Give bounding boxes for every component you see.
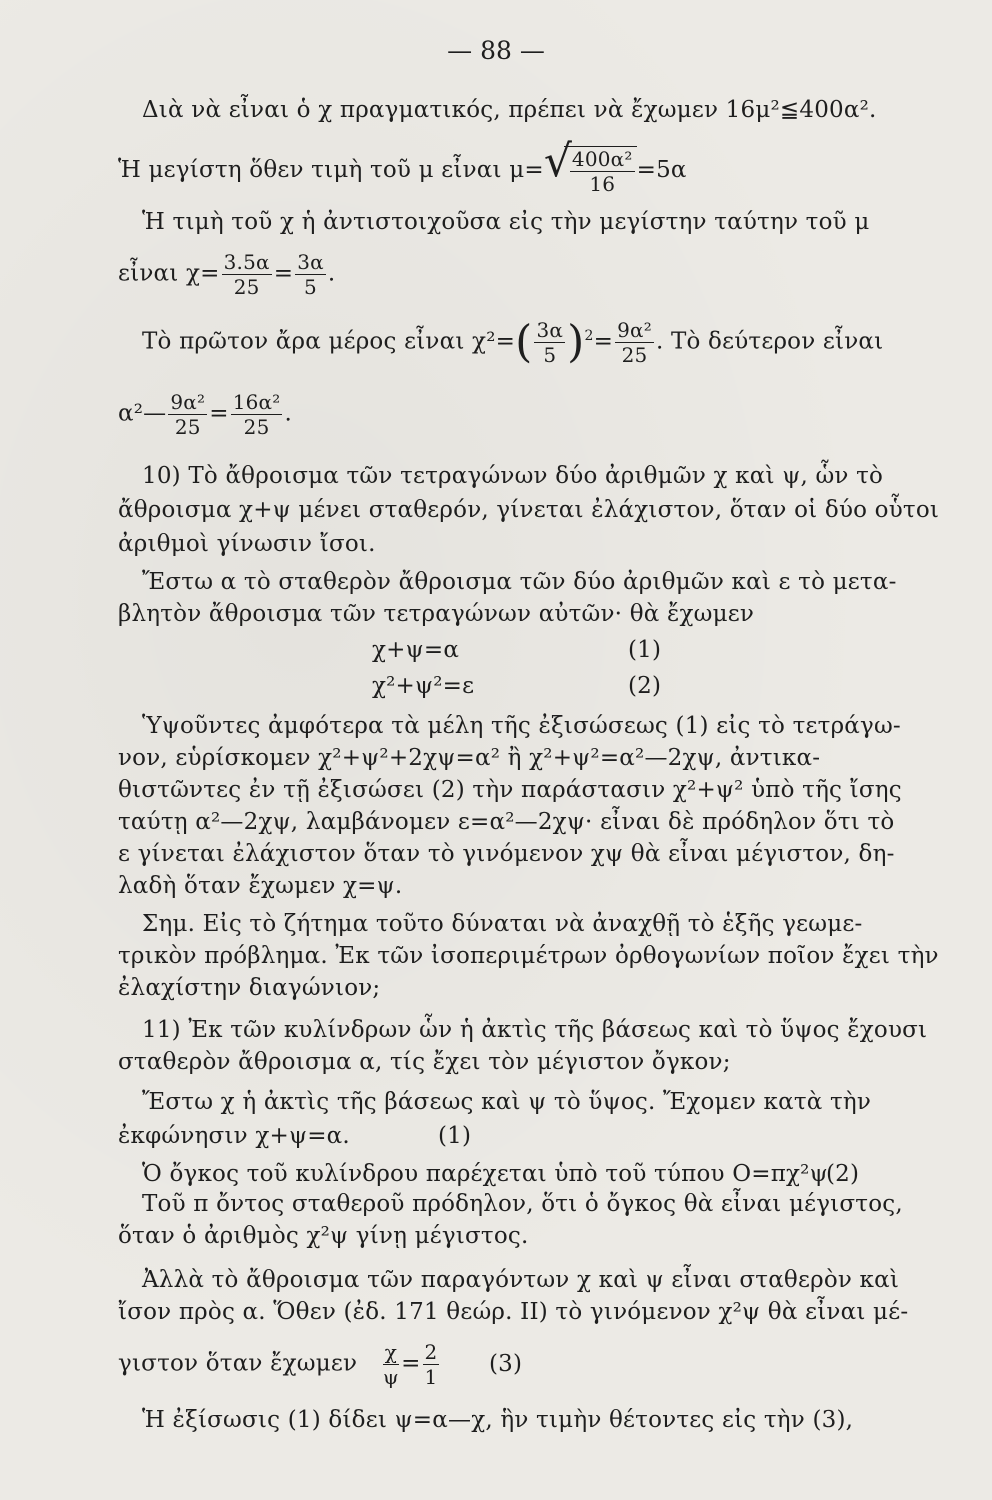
fraction-8-num: 2 bbox=[424, 1340, 438, 1364]
fraction-7-num: χ bbox=[384, 1340, 398, 1364]
paragraph-11-line-8: Ἀλλὰ τὸ ἄθροισμα τῶν παραγόντων χ καὶ ψ εἶναι σταθερὸν καὶ bbox=[142, 1267, 900, 1293]
paragraph-10-line-1: 10) Τὸ ἄθροισμα τῶν τετραγώνων δύο ἀριθμῶν χ καὶ ψ, ὧν τὸ bbox=[142, 463, 884, 489]
fraction-2 bbox=[295, 250, 326, 299]
fraction-2-den: 5 bbox=[304, 275, 317, 299]
paragraph-11-line-5-tag: (2) bbox=[826, 1161, 860, 1187]
paragraph-11-line-2: σταθερὸν ἄθροισμα α, τίς ἔχει τὸν μέγιστον ὄγκον; bbox=[118, 1049, 731, 1075]
text-line-2-pre: Ἡ μεγίστη ὅθεν τιμὴ τοῦ μ εἶναι μ= bbox=[118, 157, 544, 183]
fraction-8-den: 1 bbox=[424, 1365, 438, 1389]
fraction-5-num: 9α² bbox=[170, 390, 206, 414]
fraction-3-num: 3α bbox=[536, 318, 564, 342]
note-line-2: τρικὸν πρόβλημα. Ἐκ τῶν ἰσοπεριμέτρων ὀρθογωνίων ποῖον ἔχει τὴν bbox=[118, 943, 939, 969]
fraction-7 bbox=[383, 1340, 399, 1389]
paragraph-10-line-6: Ὑψοῦντες ἀμφότερα τὰ μέλη τῆς ἐξισώσεως (1) εἰς τὸ τετράγω- bbox=[142, 713, 901, 739]
fraction-1-den: 25 bbox=[233, 275, 260, 299]
fraction-3 bbox=[534, 318, 565, 367]
paragraph-10-line-3: ἀριθμοὶ γίνωσιν ἴσοι. bbox=[118, 531, 376, 557]
equals-sign: = bbox=[273, 260, 294, 287]
fraction-1-num: 3.5α bbox=[223, 250, 270, 274]
fraction-6 bbox=[231, 390, 283, 439]
fraction-1 bbox=[222, 250, 272, 299]
equals-sign: = bbox=[593, 328, 614, 355]
text-line-6-post: . bbox=[284, 400, 292, 427]
text-line-5-pre: Τὸ πρῶτον ἄρα μέρος εἶναι χ²= bbox=[142, 328, 516, 355]
text-line-4-post: . bbox=[327, 260, 336, 287]
paragraph-10-line-5: βλητὸν ἄθροισμα τῶν τετραγώνων αὐτῶν· θὰ ἔχωμεν bbox=[118, 601, 755, 627]
paragraph-11-line-10-pre: γιστον ὅταν ἔχωμεν bbox=[118, 1350, 358, 1377]
page-number: — 88 — bbox=[447, 36, 545, 65]
paragraph-11-line-1: 11) Ἐκ τῶν κυλίνδρων ὧν ἡ ἀκτὶς τῆς βάσεως καὶ τὸ ὕψος ἔχουσι bbox=[142, 1017, 928, 1043]
text-line-5-post: . Τὸ δεύτερον εἶναι bbox=[655, 328, 884, 355]
paragraph-11-line-4: ἐκφώνησιν χ+ψ=α. bbox=[118, 1123, 350, 1149]
fraction-4 bbox=[615, 318, 654, 367]
text-line-4 bbox=[118, 250, 335, 299]
text-line-1: Διὰ νὰ εἶναι ὁ χ πραγματικός, πρέπει νὰ ἔχωμεν 16μ²≦400α². bbox=[142, 97, 877, 123]
fraction-3-den: 5 bbox=[543, 343, 557, 367]
text-line-5 bbox=[142, 318, 883, 367]
square-exponent: 2 bbox=[584, 327, 594, 344]
text-line-2-post: =5α bbox=[636, 157, 687, 183]
fraction-8 bbox=[423, 1340, 440, 1389]
paragraph-10-line-11: λαδὴ ὅταν ἔχωμεν χ=ψ. bbox=[118, 873, 403, 899]
text-line-6-pre: α²— bbox=[118, 400, 167, 427]
paragraph-10-line-4: Ἔστω α τὸ σταθερὸν ἄθροισμα τῶν δύο ἀριθμῶν καὶ ε τὸ μετα- bbox=[142, 569, 897, 595]
right-paren-icon: ) bbox=[567, 316, 585, 368]
equation-2: χ²+ψ²=ε bbox=[372, 673, 475, 699]
equation-2-tag: (2) bbox=[628, 673, 662, 699]
fraction-6-den: 25 bbox=[243, 415, 270, 439]
paragraph-10-line-2: ἄθροισμα χ+ψ μένει σταθερόν, γίνεται ἐλάχιστον, ὅταν οἱ δύο οὗτοι bbox=[118, 497, 940, 523]
note-line-1: Σημ. Εἰς τὸ ζήτημα τοῦτο δύναται νὰ ἀναχθῇ τὸ ἑξῆς γεωμε- bbox=[142, 911, 863, 937]
paragraph-11-line-10 bbox=[118, 1340, 522, 1389]
fraction-5 bbox=[168, 390, 207, 439]
equation-1-tag: (1) bbox=[628, 637, 662, 663]
text-line-4-pre: εἶναι χ= bbox=[118, 260, 220, 287]
equals-sign: = bbox=[401, 1350, 421, 1377]
paragraph-10-line-9: ταύτῃ α²—2χψ, λαμβάνομεν ε=α²—2χψ· εἶναι δὲ πρόδηλον ὅτι τὸ bbox=[118, 809, 895, 835]
fraction-6-num: 16α² bbox=[232, 390, 281, 414]
equals-sign: = bbox=[209, 400, 229, 427]
paragraph-10-line-7: νον, εὑρίσκομεν χ²+ψ²+2χψ=α² ἢ χ²+ψ²=α²—2χψ, ἀντικα- bbox=[118, 745, 821, 771]
text-line-6 bbox=[118, 390, 292, 439]
paragraph-11-line-6: Τοῦ π ὄντος σταθεροῦ πρόδηλον, ὅτι ὁ ὄγκος θὰ εἶναι μέγιστος, bbox=[142, 1191, 903, 1217]
text-line-3: Ἡ τιμὴ τοῦ χ ἡ ἀντιστοιχοῦσα εἰς τὴν μεγίστην ταύτην τοῦ μ bbox=[142, 209, 870, 235]
sqrt-numerator: 400α² bbox=[571, 147, 633, 171]
equation-3-tag: (3) bbox=[489, 1350, 523, 1377]
paragraph-11-line-7: ὅταν ὁ ἀριθμὸς χ²ψ γίνῃ μέγιστος. bbox=[118, 1223, 529, 1249]
paragraph-10-line-8: θιστῶντες ἐν τῇ ἐξισώσει (2) τὴν παράστασιν χ²+ψ² ὑπὸ τῆς ἴσης bbox=[118, 777, 902, 803]
fraction-2-num: 3α bbox=[297, 250, 324, 274]
note-line-3: ἐλαχίστην διαγώνιον; bbox=[118, 975, 381, 1001]
fraction-7-den: ψ bbox=[382, 1365, 399, 1389]
paragraph-11-line-3: Ἔστω χ ἡ ἀκτὶς τῆς βάσεως καὶ ψ τὸ ὕψος. Ἔχομεν κατὰ τὴν bbox=[142, 1089, 872, 1115]
square-root bbox=[543, 136, 637, 196]
paragraph-11-line-4-tag: (1) bbox=[438, 1123, 472, 1149]
sqrt-denominator: 16 bbox=[589, 172, 616, 196]
paragraph-11-line-9: ἴσον πρὸς α. Ὅθεν (ἐδ. 171 θεώρ. II) τὸ γινόμενον χ²ψ θὰ εἶναι μέ- bbox=[118, 1299, 909, 1325]
left-paren-icon: ( bbox=[515, 316, 533, 368]
text-line-2 bbox=[118, 136, 687, 196]
fraction-5-den: 25 bbox=[174, 415, 201, 439]
paragraph-11-line-11: Ἡ ἐξίσωσις (1) δίδει ψ=α—χ, ἣν τιμὴν θέτοντες εἰς τὴν (3), bbox=[142, 1407, 854, 1433]
paragraph-10-line-10: ε γίνεται ἐλάχιστον ὅταν τὸ γινόμενον χψ θὰ εἶναι μέγιστον, δη- bbox=[118, 841, 895, 867]
radical-sign-icon: √ bbox=[543, 136, 573, 187]
fraction-4-den: 25 bbox=[621, 343, 648, 367]
equation-1: χ+ψ=α bbox=[372, 637, 460, 663]
fraction-4-num: 9α² bbox=[617, 318, 652, 342]
paragraph-11-line-5: Ὁ ὄγκος τοῦ κυλίνδρου παρέχεται ὑπὸ τοῦ τύπου Ο=πχ²ψ bbox=[142, 1161, 828, 1187]
